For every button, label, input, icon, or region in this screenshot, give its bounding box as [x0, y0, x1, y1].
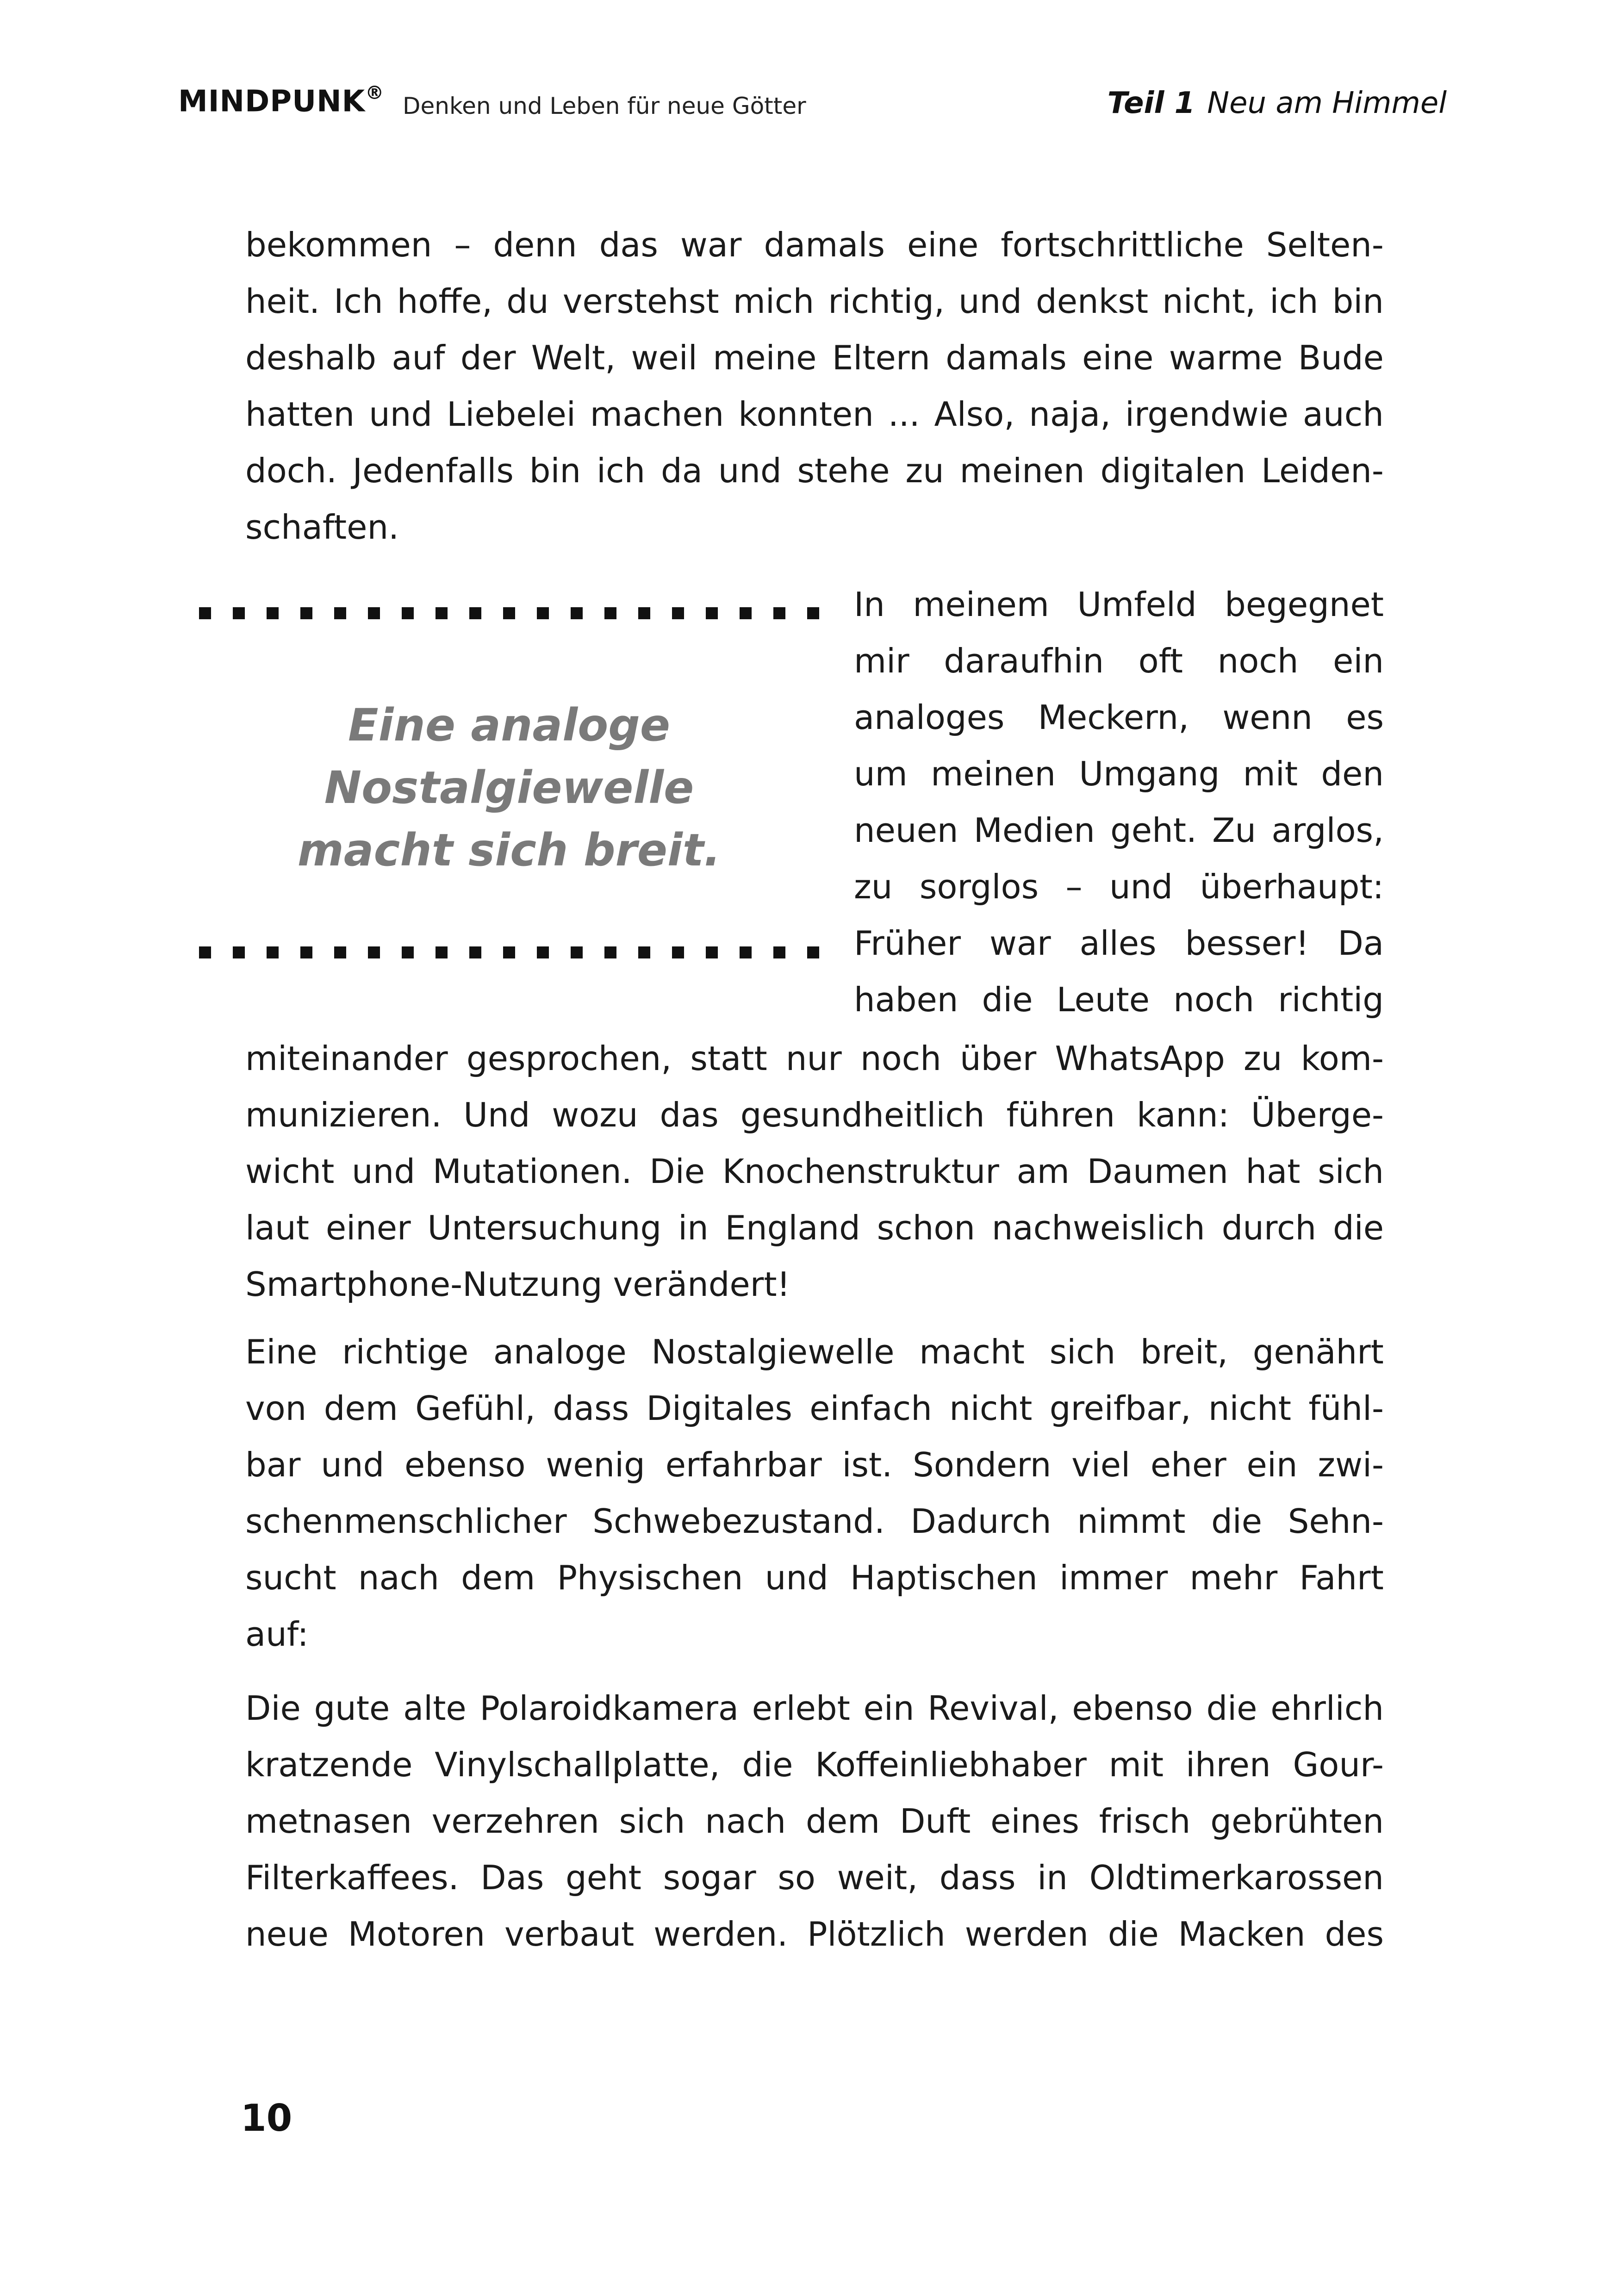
rule-dot — [402, 607, 414, 619]
text-line: bekommen – denn das war damals eine fortschrittliche Selten- — [245, 225, 1384, 264]
rule-dot — [334, 946, 346, 958]
rule-dot — [436, 946, 448, 958]
text-line: mir daraufhin oft noch ein — [854, 641, 1384, 680]
text-line: um meinen Umgang mit den — [854, 754, 1384, 793]
paragraph-2-side-column — [854, 576, 1384, 1028]
rule-dot — [300, 607, 312, 619]
pull-quote-text — [199, 694, 819, 882]
text-line: doch. Jedenfalls bin ich da und stehe zu meinen digitalen Leiden- — [245, 451, 1384, 490]
pull-quote-top-rule — [199, 607, 819, 619]
pull-quote-bottom-rule — [199, 946, 819, 958]
text-line: haben die Leute noch richtig — [854, 980, 1384, 1019]
registered-mark: ® — [365, 82, 385, 104]
text-line: munizieren. Und wozu das gesundheitlich führen kann: Überge- — [245, 1095, 1384, 1134]
rule-dot — [773, 607, 785, 619]
part-title: Neu am Himmel — [1207, 86, 1447, 120]
rule-dot — [436, 607, 448, 619]
rule-dot — [638, 607, 650, 619]
pull-quote-line: Nostalgiewelle — [324, 762, 694, 814]
paragraph-3 — [245, 1324, 1384, 1662]
rule-dot — [672, 607, 684, 619]
text-line: zu sorglos – und überhaupt: — [854, 867, 1384, 906]
rule-dot — [672, 946, 684, 958]
text-line: wicht und Mutationen. Die Knochenstruktur am Daumen hat sich — [245, 1152, 1384, 1191]
pull-quote-line: macht sich breit. — [297, 824, 721, 876]
rule-dot — [300, 946, 312, 958]
rule-dot — [402, 946, 414, 958]
text-line: Eine richtige analoge Nostalgiewelle macht sich breit, genährt — [245, 1332, 1384, 1371]
text-line: Smartphone-Nutzung verändert! — [245, 1265, 790, 1304]
paragraph-2-continued — [245, 1030, 1384, 1313]
text-line: schaften. — [245, 508, 399, 547]
text-line: von dem Gefühl, dass Digitales einfach nicht greifbar, nicht fühl- — [245, 1389, 1384, 1428]
rule-dot — [368, 607, 380, 619]
rule-dot — [267, 607, 279, 619]
text-line: schenmenschlicher Schwebezustand. Dadurch nimmt die Sehn- — [245, 1502, 1384, 1541]
text-line: auf: — [245, 1615, 309, 1654]
rule-dot — [807, 946, 819, 958]
page-number: 10 — [241, 2097, 292, 2140]
rule-dot — [807, 607, 819, 619]
rule-dot — [469, 607, 481, 619]
rule-dot — [334, 607, 346, 619]
rule-dot — [773, 946, 785, 958]
text-line: deshalb auf der Welt, weil meine Eltern damals eine warme Bude — [245, 338, 1384, 377]
rule-dot — [706, 946, 718, 958]
rule-dot — [571, 946, 583, 958]
part-number: Teil 1 — [1107, 86, 1195, 120]
text-line: metnasen verzehren sich nach dem Duft eines frisch gebrühten — [245, 1802, 1384, 1841]
rule-dot — [199, 946, 211, 958]
text-line: Die gute alte Polaroidkamera erlebt ein Revival, ebenso die ehrlich — [245, 1689, 1384, 1728]
part-label — [1108, 86, 1447, 120]
text-line: bar und ebenso wenig erfahrbar ist. Sondern viel eher ein zwi- — [245, 1445, 1384, 1484]
text-line: sucht nach dem Physischen und Haptischen immer mehr Fahrt — [245, 1558, 1384, 1597]
text-line: neue Motoren verbaut werden. Plötzlich werden die Macken des — [245, 1915, 1384, 1954]
text-line: neuen Medien geht. Zu arglos, — [854, 811, 1384, 850]
rule-dot — [740, 946, 752, 958]
rule-dot — [537, 607, 549, 619]
text-line: hatten und Liebelei machen konnten ... Also, naja, irgendwie auch — [245, 395, 1384, 434]
rule-dot — [469, 946, 481, 958]
text-line: Früher war alles besser! Da — [854, 924, 1384, 963]
brand-name: MINDPUNK — [178, 84, 366, 119]
text-line: miteinander gesprochen, statt nur noch über WhatsApp zu kom- — [245, 1039, 1384, 1078]
rule-dot — [604, 946, 616, 958]
text-line: kratzende Vinylschallplatte, die Koffeinliebhaber mit ihren Gour- — [245, 1745, 1384, 1784]
running-header — [0, 0, 1618, 153]
rule-dot — [503, 607, 515, 619]
rule-dot — [537, 946, 549, 958]
pull-quote-line: Eine analoge — [348, 699, 670, 751]
rule-dot — [604, 607, 616, 619]
text-line: Filterkaffees. Das geht sogar so weit, dass in Oldtimerkarossen — [245, 1858, 1384, 1897]
rule-dot — [267, 946, 279, 958]
rule-dot — [233, 607, 245, 619]
rule-dot — [199, 607, 211, 619]
paragraph-4 — [245, 1680, 1384, 1962]
rule-dot — [571, 607, 583, 619]
text-line: heit. Ich hoffe, du verstehst mich richtig, und denkst nicht, ich bin — [245, 282, 1384, 321]
rule-dot — [706, 607, 718, 619]
rule-dot — [638, 946, 650, 958]
paragraph-1 — [245, 217, 1384, 555]
text-line: laut einer Untersuchung in England schon nachweislich durch die — [245, 1208, 1384, 1247]
rule-dot — [740, 607, 752, 619]
pull-quote — [199, 597, 819, 967]
rule-dot — [503, 946, 515, 958]
text-line: In meinem Umfeld begegnet — [854, 585, 1384, 624]
rule-dot — [368, 946, 380, 958]
rule-dot — [233, 946, 245, 958]
text-line: analoges Meckern, wenn es — [854, 698, 1384, 737]
book-tagline: Denken und Leben für neue Götter — [403, 93, 806, 119]
brand-logo — [178, 84, 384, 118]
